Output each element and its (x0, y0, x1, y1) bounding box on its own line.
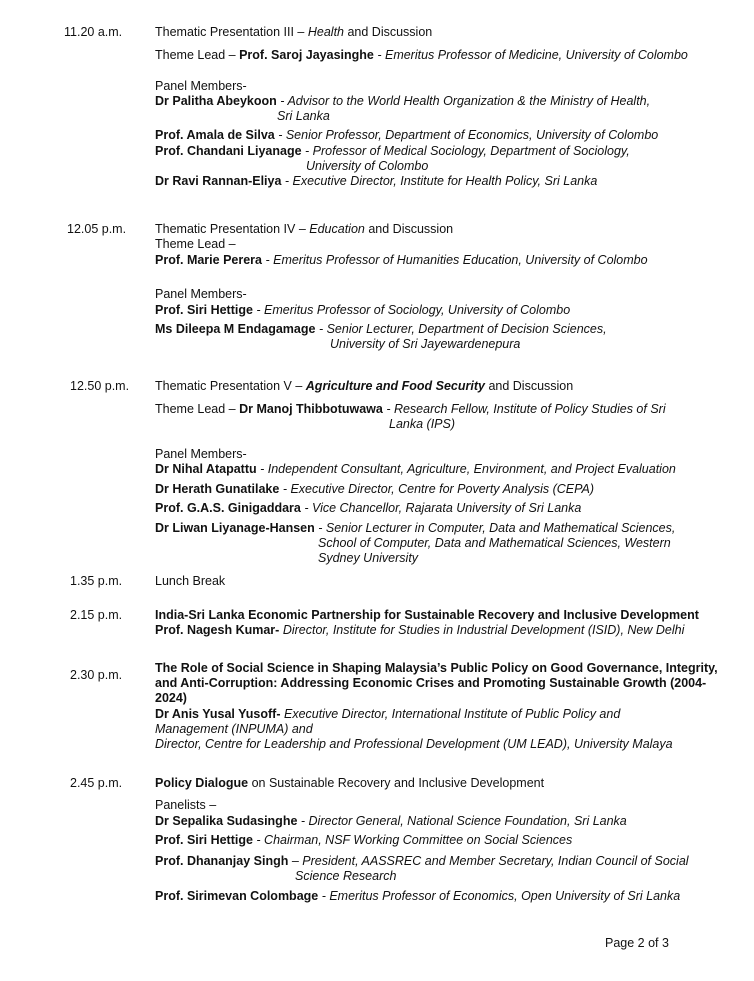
session-time: 1.35 p.m. (70, 574, 123, 588)
member-role-cont: School of Computer, Data and Mathematical Sciences, Western (318, 536, 671, 550)
panel-member (155, 303, 570, 317)
panel-label: Panelists – (155, 798, 217, 812)
panel-member (155, 521, 675, 535)
title-bold: Policy Dialogue (155, 776, 249, 790)
panel-member (155, 814, 627, 828)
title-prefix: Thematic Presentation V – (155, 379, 306, 393)
title-prefix: Thematic Presentation III – (155, 25, 308, 39)
title-topic: Health (307, 25, 344, 39)
session-time: 2.15 p.m. (70, 608, 123, 622)
panel-label: Panel Members- (155, 79, 247, 93)
speaker-name: Prof. Nagesh Kumar- (155, 623, 280, 637)
page-number: Page 2 of 3 (605, 936, 669, 950)
member-role: - Independent Consultant, Agriculture, Environment, and Project Evaluation (256, 462, 676, 476)
panel-member (155, 322, 607, 336)
title-topic: Agriculture and Food Security (305, 379, 485, 393)
member-name: Prof. Dhananjay Singh (155, 854, 289, 868)
speaker-role: Executive Director, International Institute of Public Policy and (280, 707, 621, 721)
title-topic: Education (309, 222, 365, 236)
session-time: 12.05 p.m. (67, 222, 127, 236)
member-role-cont: Sydney University (318, 551, 419, 565)
panel-member (155, 501, 581, 515)
panel-member (155, 128, 658, 142)
speaker-role-cont: Management (INPUMA) and (155, 722, 313, 736)
session-title (155, 25, 432, 39)
panel-member (155, 854, 689, 868)
theme-lead-role: - Emeritus Professor of Medicine, University of Colombo (373, 48, 688, 62)
member-name: Dr Liwan Liyanage-Hansen (155, 521, 315, 535)
panel-member (155, 94, 650, 108)
member-name: Dr Herath Gunatilake (155, 482, 280, 496)
member-role-cont: Science Research (295, 869, 397, 883)
speaker-name: Dr Anis Yusal Yusoff- (155, 707, 281, 721)
panel-member (155, 889, 680, 903)
panel-label: Panel Members- (155, 287, 247, 301)
theme-lead-name: Prof. Marie Perera (155, 253, 262, 267)
member-role: - Executive Director, Centre for Poverty Analysis (CEPA) (279, 482, 595, 496)
member-role: - Emeritus Professor of Economics, Open University of Sri Lanka (318, 889, 681, 903)
theme-lead-label: Theme Lead – (155, 402, 240, 416)
title-suffix: and Discussion (344, 25, 433, 39)
panel-member (155, 833, 572, 847)
member-role: - Senior Lecturer, Department of Decision Sciences, (315, 322, 607, 336)
member-role-cont: University of Colombo (306, 159, 429, 173)
member-name: Dr Palitha Abeykoon (155, 94, 277, 108)
member-role: - Senior Professor, Department of Economics, University of Colombo (274, 128, 659, 142)
theme-lead-name: Prof. Saroj Jayasinghe (239, 48, 374, 62)
panel-member (155, 174, 597, 188)
panel-member (155, 144, 630, 158)
speaker-role-cont: Director, Centre for Leadership and Professional Development (UM LEAD), University Malaya (155, 737, 673, 751)
session-time: 2.45 p.m. (70, 776, 123, 790)
member-name: Prof. G.A.S. Ginigaddara (155, 501, 301, 515)
theme-lead (155, 402, 666, 416)
member-role: - Chairman, NSF Working Committee on Social Sciences (252, 833, 573, 847)
session-time: 11.20 a.m. (64, 25, 123, 39)
speaker-role: Director, Institute for Studies in Industrial Development (ISID), New Delhi (279, 623, 685, 637)
theme-lead-label: Theme Lead – (155, 48, 240, 62)
session-time: 2.30 p.m. (70, 668, 123, 682)
session-title: The Role of Social Science in Shaping Malaysia’s Public Policy on Good Governance, Integrity, (155, 661, 718, 675)
member-role: - Professor of Medical Sociology, Department of Sociology, (301, 144, 630, 158)
member-name: Prof. Siri Hettige (155, 303, 253, 317)
theme-lead-name: Dr Manoj Thibbotuwawa (239, 402, 383, 416)
member-name: Prof. Amala de Silva (155, 128, 275, 142)
theme-lead-label: Theme Lead – (155, 237, 236, 251)
member-role: - Emeritus Professor of Sociology, University of Colombo (252, 303, 571, 317)
member-name: Ms Dileepa M Endagamage (155, 322, 316, 336)
member-name: Prof. Sirimevan Colombage (155, 889, 319, 903)
panel-member (155, 482, 594, 496)
speaker (155, 707, 620, 721)
member-role: – President, AASSREC and Member Secretary, Indian Council of Social (288, 854, 689, 868)
member-name: Prof. Chandani Liyanage (155, 144, 302, 158)
theme-lead (155, 253, 648, 267)
member-role: - Senior Lecturer in Computer, Data and Mathematical Sciences, (314, 521, 676, 535)
panel-label: Panel Members- (155, 447, 247, 461)
title-prefix: Thematic Presentation IV – (155, 222, 310, 236)
session-title-cont: 2024) (155, 691, 187, 705)
member-name: Dr Sepalika Sudasinghe (155, 814, 298, 828)
member-role: - Director General, National Science Foundation, Sri Lanka (297, 814, 627, 828)
member-name: Dr Nihal Atapattu (155, 462, 257, 476)
speaker (155, 623, 684, 637)
session-title (155, 379, 573, 393)
member-role: - Advisor to the World Health Organization & the Ministry of Health, (276, 94, 651, 108)
title-suffix: and Discussion (484, 379, 574, 393)
member-role: - Executive Director, Institute for Health Policy, Sri Lanka (281, 174, 598, 188)
session-title (155, 776, 544, 790)
session-time: 12.50 p.m. (70, 379, 130, 393)
session-title-cont: and Anti-Corruption: Addressing Economic Crises and Promoting Sustainable Growth (2004- (155, 676, 707, 690)
theme-lead-role: - Research Fellow, Institute of Policy Studies of Sri (382, 402, 666, 416)
theme-lead-role: - Emeritus Professor of Humanities Education, University of Colombo (262, 253, 648, 267)
member-role-cont: Sri Lanka (277, 109, 330, 123)
session-title: Lunch Break (155, 574, 226, 588)
title-rest: on Sustainable Recovery and Inclusive Development (248, 776, 545, 790)
session-title: India-Sri Lanka Economic Partnership for Sustainable Recovery and Inclusive Development (155, 608, 699, 622)
theme-lead-role-cont: Lanka (IPS) (389, 417, 456, 431)
title-suffix: and Discussion (364, 222, 454, 236)
member-role-cont: University of Sri Jayewardenepura (330, 337, 521, 351)
member-name: Dr Ravi Rannan-Eliya (155, 174, 282, 188)
theme-lead (155, 48, 688, 62)
session-title (155, 222, 453, 236)
panel-member (155, 462, 676, 476)
member-name: Prof. Siri Hettige (155, 833, 253, 847)
member-role: - Vice Chancellor, Rajarata University of Sri Lanka (300, 501, 582, 515)
